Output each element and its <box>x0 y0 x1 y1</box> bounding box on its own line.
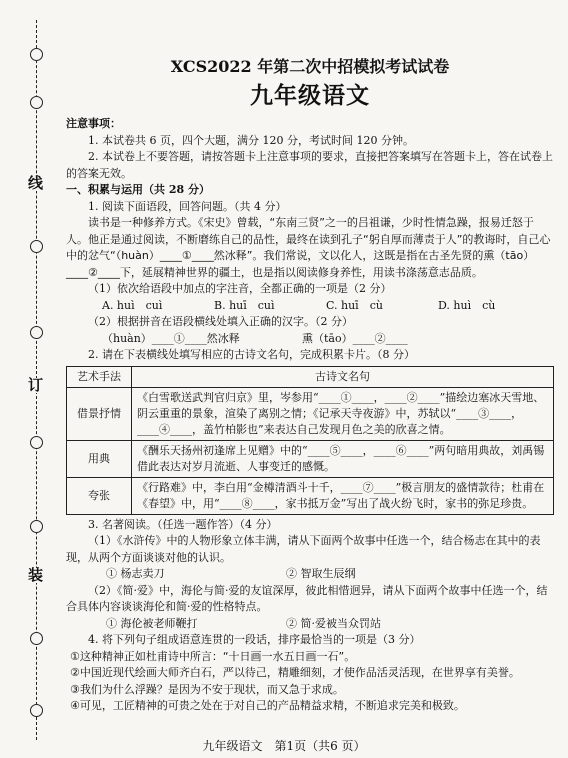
story-choices <box>66 566 554 583</box>
poem-card-table <box>66 366 554 515</box>
exam-title: XCS2022 年第二次中招模拟考试试卷 <box>170 57 450 76</box>
story-choices <box>66 616 554 633</box>
binding-margin <box>0 0 62 758</box>
binding-hole <box>30 240 43 253</box>
sub-question: （1）《水浒传》中的人物形象立体丰满，请从下面两个故事中任选一个，结合杨志在其中的表现，从两个方面谈谈对他的认识。 <box>66 534 541 564</box>
binding-hole <box>30 326 43 339</box>
sub-question: （2）《简·爱》中，海伦与简·爱的友谊深厚，彼此相惜迥异，请从下面两个故事中任选一个，结合具体内容谈谈海伦和简·爱的性格特点。 <box>66 583 548 613</box>
notes-heading: 注意事项： <box>66 117 121 130</box>
question-stem: 3. 名著阅读。（任选一题作答）（4 分） <box>88 517 278 531</box>
table-row <box>67 387 554 440</box>
page-footer: 九年级语文 第1页（共6 页） <box>202 739 366 753</box>
option-b: B. huī cuì <box>214 298 275 312</box>
table-row <box>67 477 554 514</box>
technique-cell: 借景抒情 <box>67 387 132 440</box>
poem-cell: 《行路难》中，李白用“金樽清酒斗十千，____⑦____”极言朋友的盛情款待；杜甫在《春望》中，用“____⑧____，家书抵万金”写出了战火纷飞时，家书的弥足珍贵。 <box>132 477 554 514</box>
sentence-item: ④可见，工匠精神的可贵之处在于对自己的产品精益求精，不断追求完美和极致。 <box>70 699 465 712</box>
binding-hole <box>30 704 43 717</box>
binding-hole <box>30 632 43 645</box>
binding-mark-line: 线 <box>28 174 44 192</box>
table-header: 古诗文名句 <box>132 366 554 387</box>
sentence-item: ①这种精神正如杜甫诗中所言：“十日画一水五日画一石”。 <box>70 649 356 663</box>
fill-blank: （huàn）____①____然冰释 <box>102 331 240 345</box>
table-header-row <box>67 366 554 387</box>
fill-blank: 熏（tāo）____②____ <box>302 331 408 345</box>
story-choice: ① 海伦被老师鞭打 <box>106 616 198 630</box>
subject-title: 九年级语文 <box>250 82 370 109</box>
binding-hole <box>30 520 43 533</box>
sub-question: （1）依次给语段中加点的字注音，全都正确的一项是（2 分） <box>88 282 392 295</box>
option-a: A. huì cuì <box>102 298 163 312</box>
question-stem: 1. 阅读下面语段，回答问题。（共 4 分） <box>88 199 287 213</box>
technique-cell: 用典 <box>67 440 132 477</box>
exam-page <box>66 56 554 715</box>
story-choice: ② 智取生辰纲 <box>286 567 356 580</box>
poem-cell: 《白雪歌送武判官归京》里，岑参用“____①____，____②____”描绘边塞冰天雪地、阴云重重的景象，渲染了离别之情；《记承天寺夜游》中，苏轼以“____③____，____④____，盖竹柏影也”来表达自己发现月色之美的欣喜之情。 <box>132 387 554 440</box>
story-choice: ① 杨志卖刀 <box>106 567 165 580</box>
binding-hole <box>30 96 43 109</box>
technique-cell: 夸张 <box>67 477 132 514</box>
section-heading: 一、积累与运用（共 28 分） <box>66 183 210 196</box>
binding-mark-fix: 装 <box>28 566 44 584</box>
pinyin-options <box>66 298 554 315</box>
question-stem: 2. 请在下表横线处填写相应的古诗文名句，完成积累卡片。（8 分） <box>88 348 415 361</box>
option-c: C. huī cù <box>326 298 383 312</box>
poem-cell: 《酬乐天扬州初逢席上见赠》中的“____⑤____，____⑥____”两句暗用典故，刘禹锡借此表达对岁月流逝、人事变迁的感慨。 <box>132 440 554 477</box>
table-row <box>67 440 554 477</box>
reading-passage: 读书是一种修养方式。《宋史》曾载，“东南三贤”之一的吕祖谦，少时性情急躁，报易迁怒于人。他正是通过阅读，不断磨练自己的品性，最终在读到孔子“躬自厚而薄责于人”的教诲时，自己心中的忿气“（huàn）____①____然冰释”。我们常说，文以化人，这既是指在古圣先贤的熏（tāo）____②____下，延展精神世界的疆土，也是指以阅读修身养性，用读书涤荡意志品质。 <box>66 216 551 279</box>
sub-question: （2）根据拼音在语段横线处填入正确的汉字。（2 分） <box>88 315 353 328</box>
question-stem: 4. 将下列句子组成语意连贯的一段话，排序最恰当的一项是（3 分） <box>88 633 421 646</box>
binding-hole <box>30 436 43 449</box>
fill-blanks <box>66 331 554 348</box>
option-d: D. huì cù <box>438 298 496 312</box>
sentence-item: ③我们为什么浮躁？是因为不安于现状，而又急于求成。 <box>70 682 344 696</box>
note-item: 2. 本试卷上不要答题，请按答题卡上注意事项的要求，直接把答案填写在答题卡上，答在试卷上的答案无效。 <box>66 150 553 180</box>
table-header: 艺术手法 <box>67 366 132 387</box>
note-item: 1. 本试卷共 6 页，四个大题，满分 120 分，考试时间 120 分钟。 <box>88 133 414 147</box>
binding-mark-bind: 订 <box>28 376 44 394</box>
story-choice: ② 简·爱被当众罚站 <box>286 616 381 630</box>
sentence-item: ②中国近现代绘画大师齐白石，严以待己，精雕细刻，才使作品活灵活现，在世界享有美誉。 <box>70 666 520 679</box>
binding-hole <box>30 48 43 61</box>
